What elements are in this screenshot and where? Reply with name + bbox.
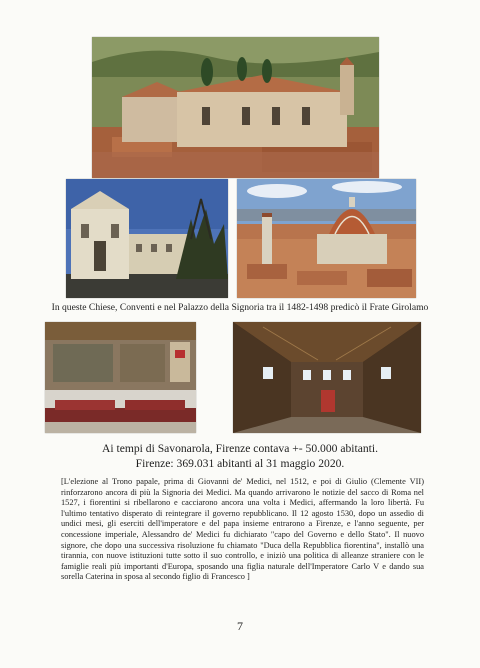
photo-florence-duomo [237, 179, 416, 298]
headline-population-present: Firenze: 369.031 abitanti al 31 maggio 2020. [135, 457, 345, 470]
photo-church-facade [66, 179, 228, 298]
photo-hall-interior [233, 322, 421, 433]
photo-church-aerial-view [92, 37, 379, 178]
photo-salone-dei-cinquecento [45, 322, 196, 433]
page-number: 7 [237, 619, 243, 633]
photo-caption: In queste Chiese, Conventi e nel Palazzo della Signoria tra il 1482-1498 predicò il Frate Girolamo [51, 302, 429, 313]
body-paragraph: [L'elezione al Trono papale, prima di Giovanni de' Medici, nel 1512, e poi di Giulio (Clemente VII) rinforzarono ancora di più la Signoria dei Medici. Ma quando arrivarono le notizie del sacco di Roma nel 1527, i fiorentini si ribellarono e cacciarono ancora una volta i Medici, affermando la loro libertà. Fu l'ultimo tentativo disperato di reintegrare il governo repubblicano. Il 12 agosto 1530, dopo un assedio di undici mesi, gli eserciti dell'imperatore e del papa insieme entrarono a Firenze, e l'anno seguente, per concessione imperiale, Alessandro de' Medici fu dichiarato "capo del Governo e dello Stato". Il nuovo signore, che dopo una successiva risoluzione fu chiamato "Duca della Repubblica fiorentina", installò una tirannia, con nuove istituzioni tutte sotto il suo controllo, e iniziò una politica di alleanze straniere con le famiglie reali più importanti d'Europa, sposando una figlia naturale dell'Imperatore Carlo V e dando sua sorella Caterina in sposa al secondo figlio di Francesco ] [61, 477, 424, 582]
headline-population-past: Ai tempi di Savonarola, Firenze contava +- 50.000 abitanti. [101, 442, 379, 455]
